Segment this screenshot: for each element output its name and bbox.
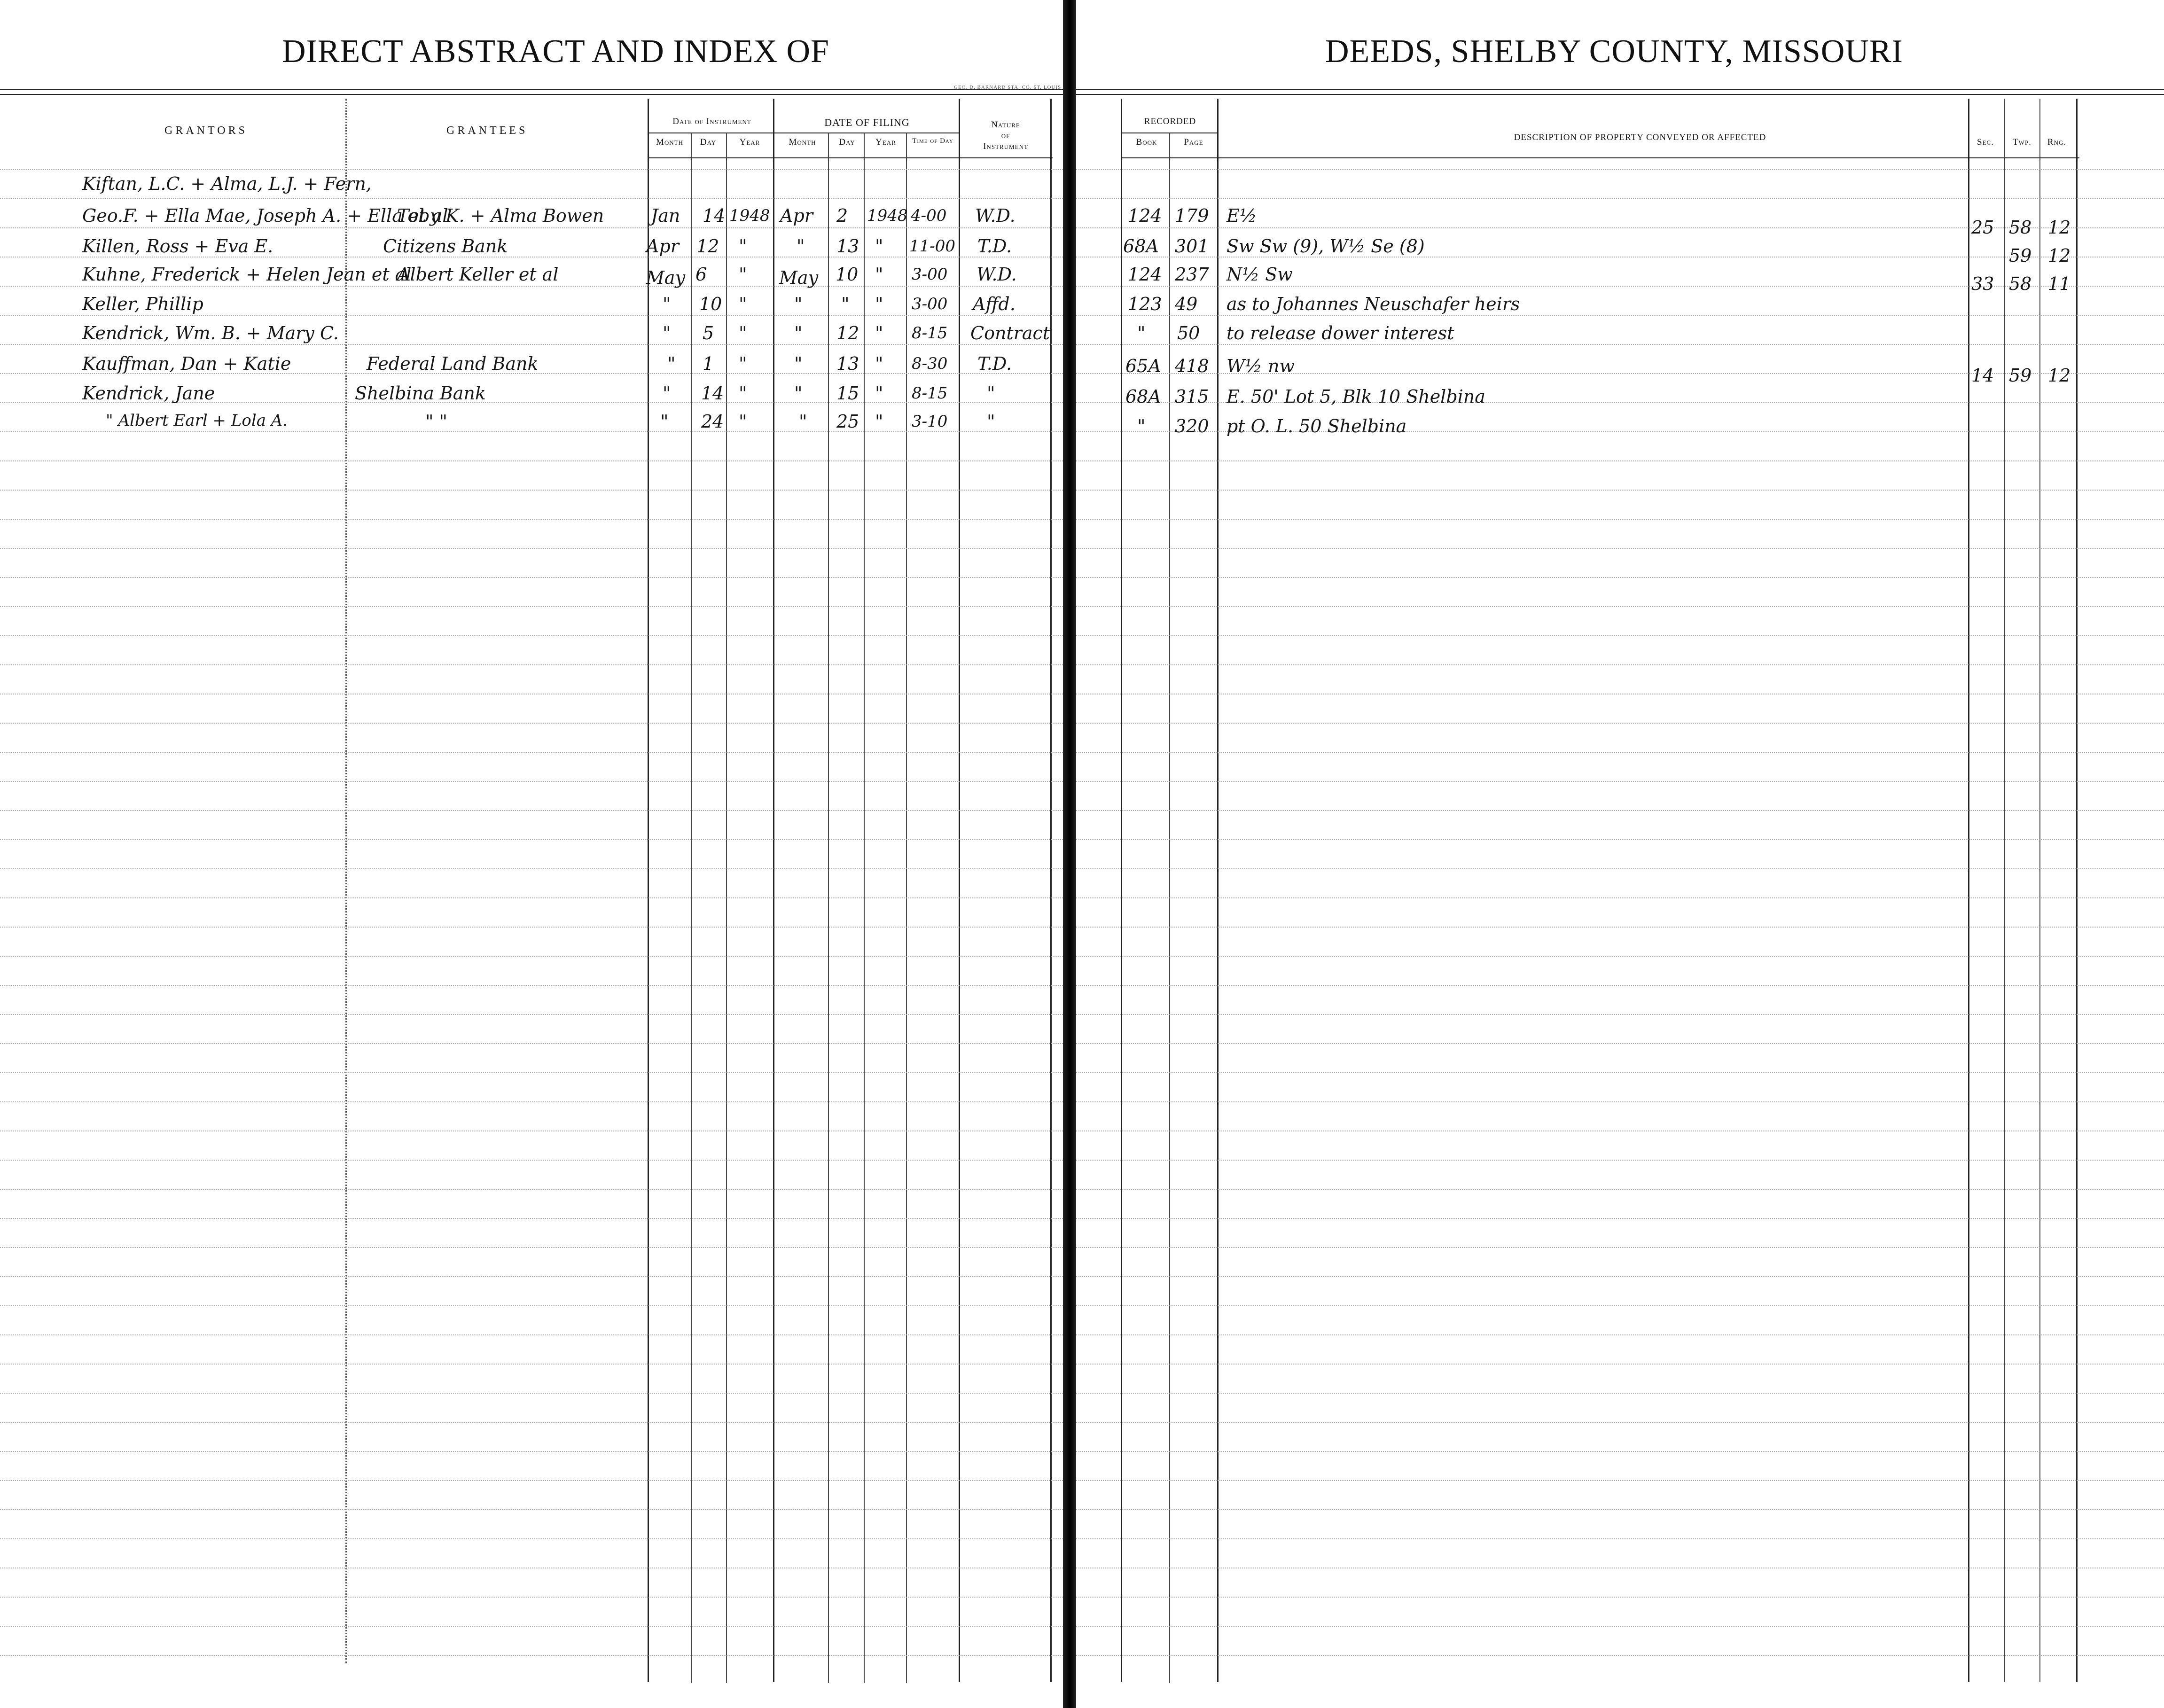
filing-month-cell: " — [794, 383, 803, 404]
nature-cell: Affd. — [973, 294, 1016, 314]
right-ruled-line — [1076, 1393, 2164, 1394]
right-ruled-line — [1076, 1626, 2164, 1627]
grantor-cell: Keller, Phillip — [82, 294, 203, 314]
filing-year-cell: " — [875, 353, 883, 374]
col-rule-time — [906, 133, 907, 1683]
time-of-day-header: Time of Day — [912, 137, 953, 145]
inst-month-cell: " — [660, 411, 669, 432]
left-ruled-line — [0, 1043, 1067, 1044]
right-ruled-line — [1076, 664, 2164, 665]
right-ruled-line — [1076, 606, 2164, 607]
col-rule-inst-year — [726, 133, 727, 1683]
right-ruled-line — [1076, 897, 2164, 898]
grantee-cell: Federal Land Bank — [367, 353, 539, 374]
left-ruled-line — [0, 1101, 1067, 1102]
twp-cell: 58 — [2009, 217, 2032, 238]
nature-cell: W.D. — [975, 205, 1016, 226]
description-cell: E½ — [1227, 205, 1257, 226]
nature-cell: Contract — [970, 323, 1050, 343]
left-ruled-line — [0, 606, 1067, 607]
right-ruled-line — [1076, 315, 2164, 316]
inst-year-cell: " — [739, 383, 747, 404]
filing-month-cell: " — [794, 353, 803, 374]
left-ruled-line — [0, 1014, 1067, 1015]
grantees-header: GRANTEES — [446, 125, 528, 137]
nature-cell: " — [987, 411, 995, 432]
inst-month-cell: May — [646, 267, 686, 288]
nature-header-line-1: Nature — [991, 120, 1020, 130]
book-cell: " — [1137, 416, 1146, 437]
right-ruled-line — [1076, 1509, 2164, 1510]
right-page-title: DEEDS, SHELBY COUNTY, MISSOURI — [1325, 33, 1903, 70]
page-cell: 50 — [1177, 323, 1200, 343]
grantor-cell: Geo.F. + Ella Mae, Joseph A. + Ella et al — [82, 205, 448, 226]
left-ruled-line — [0, 839, 1067, 840]
right-ledger-page — [1076, 0, 2164, 1708]
col-rule-left-end — [1050, 99, 1052, 1682]
right-ruled-line — [1076, 781, 2164, 782]
time-cell: 3-00 — [912, 295, 948, 313]
inst-day-cell: 12 — [696, 236, 719, 257]
rng-header: Rng. — [2047, 137, 2067, 147]
grantor-cell: Killen, Ross + Eva E. — [82, 236, 273, 257]
right-ruled-line — [1076, 1422, 2164, 1423]
right-ruled-line — [1076, 752, 2164, 753]
right-ruled-line — [1076, 1334, 2164, 1335]
book-cell: " — [1137, 323, 1146, 343]
left-ruled-line — [0, 664, 1067, 665]
filing-month-cell: May — [779, 267, 819, 288]
page-cell: 418 — [1175, 356, 1209, 376]
grantors-header: GRANTORS — [164, 125, 248, 137]
inst-day-cell: 5 — [703, 323, 714, 343]
filing-month-header: Month — [789, 137, 816, 147]
filing-day-cell: 13 — [836, 353, 859, 374]
inst-day-cell: 14 — [703, 205, 726, 226]
nature-cell: T.D. — [977, 236, 1012, 257]
filing-year-cell: " — [875, 294, 883, 314]
grantor-cell: Kendrick, Jane — [82, 383, 215, 404]
description-header: DESCRIPTION OF PROPERTY CONVEYED OR AFFECTED — [1514, 133, 1766, 142]
left-ruled-line — [0, 1597, 1067, 1598]
right-ruled-line — [1076, 868, 2164, 869]
sec-cell: 33 — [1971, 273, 1994, 294]
grantor-cell: " Albert Earl + Lola A. — [106, 411, 288, 430]
right-ruled-line — [1076, 839, 2164, 840]
left-ruled-line — [0, 1160, 1067, 1161]
description-cell: E. 50' Lot 5, Blk 10 Shelbina — [1227, 386, 1485, 407]
left-header-bottom-rule — [648, 157, 1053, 158]
right-ruled-line — [1076, 1218, 2164, 1219]
inst-month-cell: " — [663, 294, 671, 314]
grantee-cell: Albert Keller et al — [397, 264, 559, 285]
inst-day-header: Day — [700, 137, 717, 147]
book-cell: 68A — [1125, 386, 1161, 407]
col-rule-rng — [2039, 99, 2040, 1682]
right-ruled-line — [1076, 460, 2164, 461]
time-cell: 8-30 — [912, 354, 948, 373]
sec-cell: 14 — [1971, 365, 1994, 386]
grantor-cell: Kauffman, Dan + Katie — [82, 353, 291, 374]
description-cell: N½ Sw — [1227, 264, 1293, 285]
inst-year-cell: " — [739, 294, 747, 314]
col-rule-filing-month — [773, 99, 774, 1682]
filing-month-cell: " — [799, 411, 807, 432]
description-cell: W½ nw — [1227, 356, 1295, 376]
time-cell: 4-00 — [911, 206, 947, 225]
col-rule-inst-day — [691, 133, 692, 1683]
right-ruled-line — [1076, 635, 2164, 636]
twp-header: Twp. — [2013, 137, 2031, 147]
left-ruled-line — [0, 577, 1067, 578]
page-cell: 301 — [1175, 236, 1209, 257]
inst-month-cell: Jan — [651, 205, 680, 226]
left-ruled-line — [0, 1305, 1067, 1306]
inst-day-cell: 6 — [695, 264, 707, 285]
book-cell: 65A — [1125, 356, 1161, 376]
sec-cell: 25 — [1971, 217, 1994, 238]
left-ledger-page — [0, 0, 1067, 1708]
left-ruled-line — [0, 286, 1067, 287]
rng-cell: 11 — [2048, 273, 2071, 294]
left-ruled-line — [0, 781, 1067, 782]
right-ruled-line — [1076, 1655, 2164, 1656]
inst-year-header: Year — [739, 137, 760, 147]
filing-month-cell: Apr — [780, 205, 813, 226]
inst-month-cell: " — [663, 323, 671, 343]
right-ruled-line — [1076, 1597, 2164, 1598]
right-ruled-line — [1076, 810, 2164, 811]
col-rule-inst-month — [648, 99, 649, 1682]
right-ruled-line — [1076, 286, 2164, 287]
right-ruled-line — [1076, 490, 2164, 491]
page-cell: 320 — [1175, 416, 1209, 437]
left-ruled-line — [0, 460, 1067, 461]
left-ruled-line — [0, 519, 1067, 520]
col-rule-sec — [1968, 99, 1969, 1682]
inst-year-cell: 1948 — [729, 206, 770, 225]
description-cell: Sw Sw (9), W½ Se (8) — [1227, 236, 1425, 257]
page-cell: 237 — [1175, 264, 1209, 285]
right-ruled-line — [1076, 723, 2164, 724]
right-ruled-line — [1076, 985, 2164, 986]
twp-cell: 59 — [2009, 245, 2032, 266]
filing-day-cell: 12 — [836, 323, 859, 343]
left-ruled-line — [0, 723, 1067, 724]
page-header: Page — [1184, 137, 1203, 147]
grantee-cell: Toby K. + Alma Bowen — [397, 205, 604, 226]
date-of-instrument-header: Date of Instrument — [672, 117, 751, 126]
book-cell: 68A — [1123, 236, 1159, 257]
inst-year-cell: " — [739, 236, 747, 257]
left-ruled-line — [0, 1247, 1067, 1248]
inst-day-cell: 14 — [701, 383, 724, 404]
left-ruled-line — [0, 868, 1067, 869]
left-ruled-line — [0, 1276, 1067, 1277]
book-cell: 123 — [1128, 294, 1162, 314]
right-ruled-line — [1076, 956, 2164, 957]
col-rule-nature — [959, 99, 960, 1682]
inst-day-cell: 24 — [701, 411, 724, 432]
filing-month-cell: " — [797, 236, 805, 257]
nature-cell: " — [987, 383, 995, 404]
left-ruled-line — [0, 1655, 1067, 1656]
filing-day-cell: 2 — [836, 205, 848, 226]
rng-cell: 12 — [2048, 365, 2071, 386]
left-page-title: DIRECT ABSTRACT AND INDEX OF — [282, 33, 829, 70]
recorded-header: RECORDED — [1144, 117, 1196, 126]
left-ruled-line — [0, 315, 1067, 316]
right-ruled-line — [1076, 1160, 2164, 1161]
rng-cell: 12 — [2048, 217, 2071, 238]
left-ruled-line — [0, 897, 1067, 898]
left-ruled-line — [0, 1218, 1067, 1219]
left-ruled-line — [0, 810, 1067, 811]
col-rule-twp — [2004, 99, 2005, 1682]
book-cell: 124 — [1128, 264, 1162, 285]
inst-month-cell: Apr — [646, 236, 679, 257]
left-ruled-line — [0, 1334, 1067, 1335]
inst-month-header: Month — [656, 137, 683, 147]
page-cell: 315 — [1175, 386, 1209, 407]
filing-day-cell: 10 — [836, 264, 859, 285]
filing-month-cell: " — [794, 294, 803, 314]
inst-year-cell: " — [739, 323, 747, 343]
inst-year-cell: " — [739, 264, 747, 285]
grantee-cell: Shelbina Bank — [355, 383, 486, 404]
right-ruled-line — [1076, 519, 2164, 520]
left-ruled-line — [0, 227, 1067, 228]
book-header: Book — [1136, 137, 1157, 147]
filing-day-cell: " — [841, 294, 850, 314]
sec-header: Sec. — [1977, 137, 1994, 147]
left-ruled-line — [0, 431, 1067, 432]
left-ruled-line — [0, 490, 1067, 491]
right-ruled-line — [1076, 1480, 2164, 1481]
right-ruled-line — [1076, 1451, 2164, 1452]
right-ruled-line — [1076, 1014, 2164, 1015]
left-header-top-rule-2 — [0, 94, 1067, 95]
right-ruled-line — [1076, 1072, 2164, 1073]
col-rule-page — [1169, 133, 1170, 1683]
left-ruled-line — [0, 1538, 1067, 1539]
left-ruled-line — [0, 1393, 1067, 1394]
col-rule-filing-day — [828, 133, 829, 1683]
filing-year-cell: " — [875, 383, 883, 404]
left-ruled-line — [0, 956, 1067, 957]
right-header-bottom-rule — [1121, 157, 2079, 158]
left-ruled-line — [0, 1364, 1067, 1365]
twp-cell: 58 — [2009, 273, 2032, 294]
filing-day-cell: 25 — [836, 411, 859, 432]
description-cell: as to Johannes Neuschafer heirs — [1227, 294, 1520, 314]
col-rule-description — [1217, 99, 1219, 1682]
left-ruled-line — [0, 1451, 1067, 1452]
rng-cell: 12 — [2048, 245, 2071, 266]
time-cell: 3-00 — [912, 265, 948, 284]
filing-day-cell: 13 — [836, 236, 859, 257]
right-ruled-line — [1076, 1189, 2164, 1190]
right-ruled-line — [1076, 227, 2164, 228]
filing-month-cell: " — [794, 323, 803, 343]
filing-day-cell: 15 — [836, 383, 859, 404]
left-ruled-line — [0, 1626, 1067, 1627]
time-cell: 11-00 — [909, 237, 956, 256]
right-ruled-line — [1076, 1043, 2164, 1044]
left-ruled-line — [0, 927, 1067, 928]
inst-month-cell: " — [663, 383, 671, 404]
left-ruled-line — [0, 635, 1067, 636]
left-ruled-line — [0, 169, 1067, 170]
left-header-top-rule — [0, 89, 1067, 90]
nature-cell: T.D. — [977, 353, 1012, 374]
twp-cell: 59 — [2009, 365, 2032, 386]
right-ruled-line — [1076, 548, 2164, 549]
inst-day-cell: 1 — [703, 353, 714, 374]
left-ruled-line — [0, 1189, 1067, 1190]
filing-day-header: Day — [839, 137, 855, 147]
filing-year-cell: " — [875, 236, 883, 257]
inst-year-cell: " — [739, 411, 747, 432]
printer-imprint: GEO. D. BARNARD STA. CO. ST. LOUIS — [954, 85, 1062, 90]
left-ruled-line — [0, 1422, 1067, 1423]
filing-year-header: Year — [875, 137, 896, 147]
nature-cell: W.D. — [977, 264, 1017, 285]
nature-header-line-3: Instrument — [983, 141, 1028, 151]
left-ruled-line — [0, 752, 1067, 753]
description-cell: pt O. L. 50 Shelbina — [1227, 416, 1407, 437]
left-ruled-line — [0, 1480, 1067, 1481]
right-ruled-line — [1076, 344, 2164, 345]
filing-year-cell: " — [875, 323, 883, 343]
inst-year-cell: " — [739, 353, 747, 374]
left-ruled-line — [0, 1072, 1067, 1073]
time-cell: 8-15 — [912, 324, 948, 343]
filing-year-cell: 1948 — [867, 206, 908, 225]
col-rule-right-end — [2076, 99, 2078, 1682]
right-ruled-line — [1076, 198, 2164, 199]
grantee-cell: Citizens Bank — [383, 236, 508, 257]
grantor-cell: Kiftan, L.C. + Alma, L.J. + Fern, — [82, 173, 372, 194]
left-ruled-line — [0, 548, 1067, 549]
inst-month-cell: " — [667, 353, 676, 374]
description-cell: to release dower interest — [1227, 323, 1454, 343]
left-ruled-line — [0, 985, 1067, 986]
right-ruled-line — [1076, 1364, 2164, 1365]
left-ruled-line — [0, 1509, 1067, 1510]
filing-year-cell: " — [875, 411, 883, 432]
grantee-cell: " " — [425, 411, 448, 432]
col-rule-book — [1121, 99, 1122, 1682]
filing-year-cell: " — [875, 264, 883, 285]
col-rule-filing-year — [864, 133, 865, 1683]
right-ruled-line — [1076, 577, 2164, 578]
nature-header-line-2: of — [1001, 131, 1010, 140]
left-ruled-line — [0, 198, 1067, 199]
right-ruled-line — [1076, 1276, 2164, 1277]
right-ruled-line — [1076, 1538, 2164, 1539]
left-ruled-line — [0, 344, 1067, 345]
right-ruled-line — [1076, 927, 2164, 928]
date-of-filing-header: DATE OF FILING — [824, 117, 910, 128]
right-ruled-line — [1076, 1247, 2164, 1248]
right-ruled-line — [1076, 1305, 2164, 1306]
right-ruled-line — [1076, 169, 2164, 170]
inst-day-cell: 10 — [699, 294, 722, 314]
page-cell: 49 — [1175, 294, 1198, 314]
book-cell: 124 — [1128, 205, 1162, 226]
page-cell: 179 — [1175, 205, 1209, 226]
grantor-cell: Kuhne, Frederick + Helen Jean et al — [82, 264, 412, 285]
right-header-top-rule — [1076, 89, 2164, 90]
right-header-top-rule-2 — [1076, 94, 2164, 95]
grantor-grantee-divider — [345, 99, 347, 1663]
time-cell: 8-15 — [912, 384, 948, 403]
grantor-cell: Kendrick, Wm. B. + Mary C. — [82, 323, 339, 343]
right-ruled-line — [1076, 1101, 2164, 1102]
time-cell: 3-10 — [912, 412, 948, 431]
